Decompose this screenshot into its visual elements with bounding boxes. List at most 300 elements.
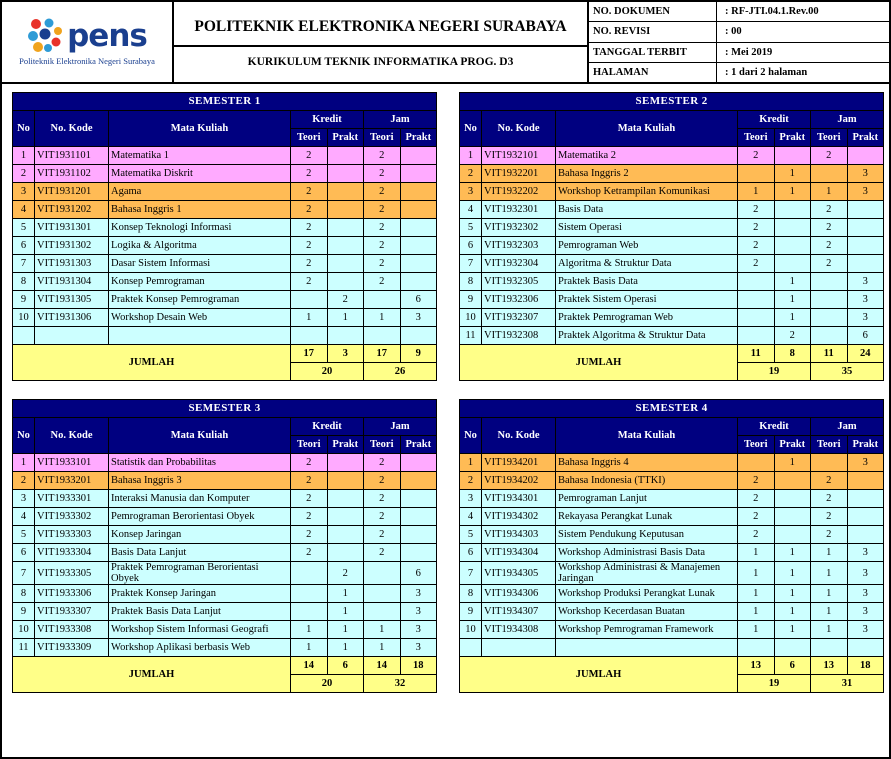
cell-kredit-teori [738, 639, 775, 657]
cell-jam-prakt: 3 [847, 621, 884, 639]
cell-kredit-prakt [774, 508, 811, 526]
cell-jam-prakt: 3 [847, 562, 884, 585]
cell-jam-teori: 1 [364, 639, 401, 657]
cell-jam-prakt: 6 [847, 327, 884, 345]
cell-jam-teori [364, 562, 401, 585]
cell-kode: VIT1933301 [35, 490, 109, 508]
table-row [460, 621, 884, 639]
cell-jam-prakt: 6 [400, 562, 437, 585]
summary-kredit-teori: 17 [291, 345, 328, 363]
cell-kode: VIT1934305 [482, 562, 556, 585]
cell-mata-kuliah: Praktek Sistem Operasi [556, 291, 738, 309]
summary-label: JUMLAH [13, 657, 291, 693]
cell-kredit-teori: 1 [738, 562, 775, 585]
cell-kredit-prakt [774, 472, 811, 490]
cell-no: 6 [460, 544, 482, 562]
cell-kredit-teori: 2 [738, 508, 775, 526]
cell-jam-prakt: 3 [400, 621, 437, 639]
cell-jam-teori: 1 [811, 562, 848, 585]
cell-mata-kuliah: Bahasa Inggris 1 [109, 201, 291, 219]
cell-jam-prakt [847, 526, 884, 544]
cell-jam-teori: 2 [811, 526, 848, 544]
col-jam: Jam [811, 418, 884, 436]
cell-kredit-prakt: 1 [774, 544, 811, 562]
table-row [13, 183, 437, 201]
cell-kredit-teori [291, 585, 328, 603]
cell-kredit-prakt: 1 [327, 621, 364, 639]
cell-kode: VIT1934306 [482, 585, 556, 603]
cell-jam-prakt [847, 147, 884, 165]
cell-kredit-teori: 2 [738, 147, 775, 165]
cell-kode: VIT1932202 [482, 183, 556, 201]
cell-jam-teori: 1 [811, 183, 848, 201]
col-no: No [13, 418, 35, 454]
cell-kredit-prakt: 1 [327, 603, 364, 621]
total-jam: 35 [811, 363, 884, 381]
cell-jam-teori: 1 [364, 621, 401, 639]
summary-label: JUMLAH [460, 345, 738, 381]
col-jam-prakt: Prakt [400, 129, 437, 147]
col-kode: No. Kode [482, 111, 556, 147]
cell-jam-teori [364, 585, 401, 603]
table-row [460, 585, 884, 603]
page-title: POLITEKNIK ELEKTRONIKA NEGERI SURABAYA [174, 8, 587, 47]
cell-jam-prakt [847, 639, 884, 657]
col-jam: Jam [811, 111, 884, 129]
cell-kode: VIT1933304 [35, 544, 109, 562]
table-row [13, 237, 437, 255]
summary-jam-teori: 11 [811, 345, 848, 363]
cell-kode: VIT1932302 [482, 219, 556, 237]
cell-no: 3 [460, 183, 482, 201]
cell-mata-kuliah: Pemrograman Lanjut [556, 490, 738, 508]
cell-kode: VIT1932305 [482, 273, 556, 291]
cell-kode: VIT1933308 [35, 621, 109, 639]
cell-kode: VIT1931101 [35, 147, 109, 165]
semester-title: SEMESTER 4 [460, 400, 884, 418]
meta-key-tanggal: TANGGAL TERBIT [589, 43, 717, 62]
cell-mata-kuliah: Praktek Pemrograman Berorientasi Obyek [109, 562, 291, 585]
col-kredit: Kredit [738, 111, 811, 129]
cell-kode: VIT1933305 [35, 562, 109, 585]
cell-kode: VIT1934201 [482, 454, 556, 472]
cell-kode: VIT1933306 [35, 585, 109, 603]
cell-no: 6 [13, 237, 35, 255]
cell-no: 2 [460, 165, 482, 183]
cell-jam-teori: 2 [364, 490, 401, 508]
col-kredit-prakt: Prakt [327, 129, 364, 147]
cell-kredit-prakt [774, 219, 811, 237]
cell-kredit-teori: 2 [291, 237, 328, 255]
cell-jam-teori [811, 454, 848, 472]
table-row [460, 562, 884, 585]
cell-kredit-teori: 2 [738, 237, 775, 255]
cell-kode: VIT1934303 [482, 526, 556, 544]
table-row [460, 237, 884, 255]
cell-jam-teori [811, 165, 848, 183]
cell-jam-teori: 2 [364, 255, 401, 273]
table-row [13, 165, 437, 183]
meta-row-tanggal [589, 43, 889, 63]
cell-kode: VIT1934202 [482, 472, 556, 490]
cell-no [460, 639, 482, 657]
semester-title: SEMESTER 2 [460, 93, 884, 111]
cell-kredit-teori: 2 [291, 165, 328, 183]
cell-mata-kuliah: Matematika 2 [556, 147, 738, 165]
col-no: No [460, 418, 482, 454]
cell-jam-teori [811, 639, 848, 657]
cell-kredit-teori: 2 [738, 219, 775, 237]
cell-kode: VIT1932303 [482, 237, 556, 255]
cell-kode: VIT1932308 [482, 327, 556, 345]
col-kredit: Kredit [291, 111, 364, 129]
cell-mata-kuliah: Praktek Basis Data Lanjut [109, 603, 291, 621]
cell-jam-teori: 2 [811, 237, 848, 255]
cell-mata-kuliah: Bahasa Indonesia (TTKI) [556, 472, 738, 490]
cell-jam-prakt [400, 201, 437, 219]
summary-kredit-prakt: 3 [327, 345, 364, 363]
document-meta-block [589, 2, 889, 82]
cell-kode [482, 639, 556, 657]
cell-kode: VIT1933302 [35, 508, 109, 526]
cell-kredit-prakt: 1 [774, 291, 811, 309]
cell-kredit-prakt: 1 [774, 273, 811, 291]
cell-no: 10 [13, 309, 35, 327]
summary-kredit-teori: 11 [738, 345, 775, 363]
cell-jam-prakt [400, 237, 437, 255]
col-kredit-teori: Teori [291, 129, 328, 147]
cell-jam-teori: 1 [811, 621, 848, 639]
cell-kredit-prakt [327, 544, 364, 562]
col-kredit-teori: Teori [738, 129, 775, 147]
cell-kredit-teori: 2 [291, 255, 328, 273]
table-row [13, 603, 437, 621]
cell-no: 7 [460, 255, 482, 273]
cell-kredit-teori: 1 [738, 621, 775, 639]
table-row [13, 219, 437, 237]
cell-jam-teori [364, 291, 401, 309]
cell-mata-kuliah: Rekayasa Perangkat Lunak [556, 508, 738, 526]
cell-jam-prakt [400, 544, 437, 562]
summary-kredit-prakt: 6 [774, 657, 811, 675]
logo-wordmark: pens [67, 17, 147, 54]
table-row [460, 490, 884, 508]
semester-table [12, 92, 437, 381]
cell-jam-prakt: 3 [400, 309, 437, 327]
cell-jam-prakt: 3 [847, 454, 884, 472]
cell-no: 3 [13, 183, 35, 201]
cell-kode: VIT1934301 [482, 490, 556, 508]
cell-no: 2 [13, 472, 35, 490]
cell-jam-prakt: 3 [847, 183, 884, 201]
cell-kode: VIT1932201 [482, 165, 556, 183]
cell-kredit-prakt [327, 454, 364, 472]
cell-kredit-teori: 1 [291, 639, 328, 657]
cell-no: 3 [460, 490, 482, 508]
cell-jam-prakt [400, 508, 437, 526]
cell-no: 2 [460, 472, 482, 490]
cell-mata-kuliah: Algoritma & Struktur Data [556, 255, 738, 273]
col-kode: No. Kode [35, 418, 109, 454]
cell-kode: VIT1931102 [35, 165, 109, 183]
cell-kredit-teori [291, 603, 328, 621]
cell-no: 5 [460, 526, 482, 544]
cell-jam-prakt: 3 [847, 603, 884, 621]
cell-kredit-prakt: 1 [774, 183, 811, 201]
semester-table [459, 92, 884, 381]
cell-jam-prakt [847, 490, 884, 508]
cell-jam-prakt [847, 219, 884, 237]
table-row [460, 291, 884, 309]
meta-value-halaman: : 1 dari 2 halaman [725, 66, 808, 78]
cell-mata-kuliah: Matematika 1 [109, 147, 291, 165]
cell-mata-kuliah: Konsep Teknologi Informasi [109, 219, 291, 237]
cell-mata-kuliah: Basis Data Lanjut [109, 544, 291, 562]
table-row [13, 526, 437, 544]
cell-no: 4 [13, 508, 35, 526]
cell-jam-teori: 2 [364, 273, 401, 291]
table-row [460, 165, 884, 183]
cell-kredit-teori: 1 [738, 585, 775, 603]
cell-mata-kuliah: Workshop Kecerdasan Buatan [556, 603, 738, 621]
cell-kode: VIT1931304 [35, 273, 109, 291]
cell-no: 8 [460, 585, 482, 603]
cell-kode: VIT1933307 [35, 603, 109, 621]
table-row [13, 147, 437, 165]
cell-mata-kuliah: Logika & Algoritma [109, 237, 291, 255]
col-kredit-prakt: Prakt [774, 436, 811, 454]
table-row [460, 201, 884, 219]
cell-kredit-prakt: 2 [327, 291, 364, 309]
cell-no: 7 [13, 562, 35, 585]
cell-kredit-teori [738, 273, 775, 291]
cell-kredit-prakt: 1 [774, 603, 811, 621]
cell-kredit-prakt: 1 [774, 165, 811, 183]
semester-table [459, 399, 884, 693]
cell-kredit-teori: 1 [291, 621, 328, 639]
cell-no: 11 [460, 327, 482, 345]
cell-jam-prakt [400, 472, 437, 490]
cell-kode: VIT1933201 [35, 472, 109, 490]
cell-kode: VIT1931306 [35, 309, 109, 327]
total-kredit: 20 [291, 363, 364, 381]
cell-kredit-prakt [327, 327, 364, 345]
cell-mata-kuliah: Bahasa Inggris 2 [556, 165, 738, 183]
cell-jam-teori: 2 [364, 183, 401, 201]
cell-jam-prakt [847, 472, 884, 490]
table-row [460, 472, 884, 490]
cell-kredit-teori [738, 327, 775, 345]
cell-jam-prakt [400, 147, 437, 165]
cell-mata-kuliah: Matematika Diskrit [109, 165, 291, 183]
cell-jam-teori: 2 [364, 165, 401, 183]
total-kredit: 20 [291, 675, 364, 693]
table-row [460, 273, 884, 291]
cell-no: 6 [13, 544, 35, 562]
cell-jam-teori: 2 [364, 472, 401, 490]
cell-kredit-teori: 2 [291, 273, 328, 291]
cell-kredit-prakt [774, 147, 811, 165]
document-header [2, 2, 889, 84]
total-jam: 32 [364, 675, 437, 693]
cell-no: 4 [13, 201, 35, 219]
table-row [460, 508, 884, 526]
logo-subtitle: Politeknik Elektronika Negeri Surabaya [19, 56, 155, 67]
cell-kredit-teori: 2 [291, 508, 328, 526]
cell-mata-kuliah: Agama [109, 183, 291, 201]
table-row [13, 309, 437, 327]
cell-no: 11 [13, 639, 35, 657]
cell-no: 5 [13, 219, 35, 237]
summary-kredit-teori: 13 [738, 657, 775, 675]
total-kredit: 19 [738, 363, 811, 381]
cell-kredit-prakt [327, 490, 364, 508]
cell-mata-kuliah [556, 639, 738, 657]
summary-jam-prakt: 24 [847, 345, 884, 363]
cell-jam-teori: 2 [811, 472, 848, 490]
col-jam-prakt: Prakt [847, 129, 884, 147]
summary-jam-prakt: 18 [847, 657, 884, 675]
cell-jam-teori [364, 603, 401, 621]
cell-kredit-teori [738, 454, 775, 472]
cell-kredit-teori [738, 309, 775, 327]
cell-no: 1 [13, 454, 35, 472]
cell-no: 7 [460, 562, 482, 585]
col-jam-teori: Teori [811, 436, 848, 454]
cell-jam-prakt: 3 [847, 309, 884, 327]
cell-kredit-prakt [774, 490, 811, 508]
table-row [460, 544, 884, 562]
summary-jam-teori: 13 [811, 657, 848, 675]
summary-row [460, 657, 884, 675]
cell-kredit-prakt [327, 508, 364, 526]
meta-key-dokumen: NO. DOKUMEN [589, 2, 717, 21]
cell-mata-kuliah: Basis Data [556, 201, 738, 219]
col-jam-teori: Teori [364, 436, 401, 454]
col-kredit: Kredit [291, 418, 364, 436]
semester-grid [12, 92, 879, 693]
curriculum-body [2, 84, 889, 703]
cell-mata-kuliah: Workshop Aplikasi berbasis Web [109, 639, 291, 657]
cell-jam-teori: 2 [364, 237, 401, 255]
cell-mata-kuliah: Workshop Sistem Informasi Geografi [109, 621, 291, 639]
cell-mata-kuliah: Praktek Basis Data [556, 273, 738, 291]
table-row [13, 273, 437, 291]
cell-kredit-prakt: 1 [327, 585, 364, 603]
cell-mata-kuliah: Workshop Ketrampilan Komunikasi [556, 183, 738, 201]
cell-kode: VIT1934302 [482, 508, 556, 526]
col-mata-kuliah: Mata Kuliah [556, 418, 738, 454]
cell-no: 7 [13, 255, 35, 273]
cell-jam-prakt: 3 [847, 291, 884, 309]
cell-kredit-teori: 2 [291, 526, 328, 544]
cell-kode: VIT1931303 [35, 255, 109, 273]
table-row [13, 562, 437, 585]
cell-kode: VIT1933309 [35, 639, 109, 657]
col-no: No [13, 111, 35, 147]
cell-kredit-teori: 2 [291, 183, 328, 201]
summary-jam-teori: 17 [364, 345, 401, 363]
cell-kode: VIT1932304 [482, 255, 556, 273]
cell-kredit-teori [291, 327, 328, 345]
cell-mata-kuliah: Sistem Operasi [556, 219, 738, 237]
cell-no: 9 [460, 291, 482, 309]
summary-jam-prakt: 9 [400, 345, 437, 363]
meta-key-revisi: NO. REVISI [589, 22, 717, 41]
cell-kredit-prakt [327, 237, 364, 255]
summary-label: JUMLAH [460, 657, 738, 693]
cell-mata-kuliah: Bahasa Inggris 4 [556, 454, 738, 472]
cell-no: 8 [13, 273, 35, 291]
cell-kode: VIT1932101 [482, 147, 556, 165]
cell-mata-kuliah: Workshop Desain Web [109, 309, 291, 327]
cell-no: 4 [460, 201, 482, 219]
meta-row-halaman [589, 63, 889, 82]
cell-kredit-teori: 2 [291, 219, 328, 237]
cell-no: 5 [13, 526, 35, 544]
col-kredit-teori: Teori [738, 436, 775, 454]
cell-kredit-teori: 2 [738, 201, 775, 219]
cell-kode: VIT1931202 [35, 201, 109, 219]
cell-no: 1 [460, 454, 482, 472]
table-row [13, 639, 437, 657]
cell-jam-prakt [400, 454, 437, 472]
col-kredit-prakt: Prakt [327, 436, 364, 454]
cell-jam-teori [811, 273, 848, 291]
summary-kredit-prakt: 6 [327, 657, 364, 675]
summary-kredit-prakt: 8 [774, 345, 811, 363]
cell-jam-prakt [400, 327, 437, 345]
cell-jam-prakt [400, 255, 437, 273]
cell-no: 10 [460, 309, 482, 327]
cell-jam-prakt [847, 255, 884, 273]
cell-jam-teori: 2 [811, 255, 848, 273]
document-title-block [174, 2, 589, 82]
table-row [13, 201, 437, 219]
cell-jam-teori: 2 [364, 544, 401, 562]
cell-no: 9 [460, 603, 482, 621]
cell-jam-teori: 2 [364, 508, 401, 526]
summary-label: JUMLAH [13, 345, 291, 381]
cell-kredit-prakt [327, 183, 364, 201]
table-row [460, 309, 884, 327]
cell-mata-kuliah: Praktek Pemrograman Web [556, 309, 738, 327]
cell-kode: VIT1934304 [482, 544, 556, 562]
meta-key-halaman: HALAMAN [589, 63, 717, 82]
cell-kredit-prakt [774, 255, 811, 273]
table-row [13, 472, 437, 490]
cell-kredit-teori: 2 [291, 201, 328, 219]
semester-title: SEMESTER 3 [13, 400, 437, 418]
cell-mata-kuliah: Konsep Jaringan [109, 526, 291, 544]
cell-kode: VIT1931301 [35, 219, 109, 237]
cell-jam-prakt [847, 201, 884, 219]
cell-jam-prakt [400, 526, 437, 544]
cell-kredit-teori: 2 [738, 490, 775, 508]
cell-kredit-prakt [774, 201, 811, 219]
cell-kode: VIT1933101 [35, 454, 109, 472]
cell-no: 2 [13, 165, 35, 183]
cell-jam-prakt [400, 165, 437, 183]
cell-kode [35, 327, 109, 345]
cell-jam-teori: 2 [811, 508, 848, 526]
semester-title: SEMESTER 1 [13, 93, 437, 111]
cell-kredit-prakt [327, 147, 364, 165]
cell-kredit-teori [738, 291, 775, 309]
col-mata-kuliah: Mata Kuliah [556, 111, 738, 147]
cell-kredit-teori: 2 [291, 147, 328, 165]
table-row [13, 544, 437, 562]
